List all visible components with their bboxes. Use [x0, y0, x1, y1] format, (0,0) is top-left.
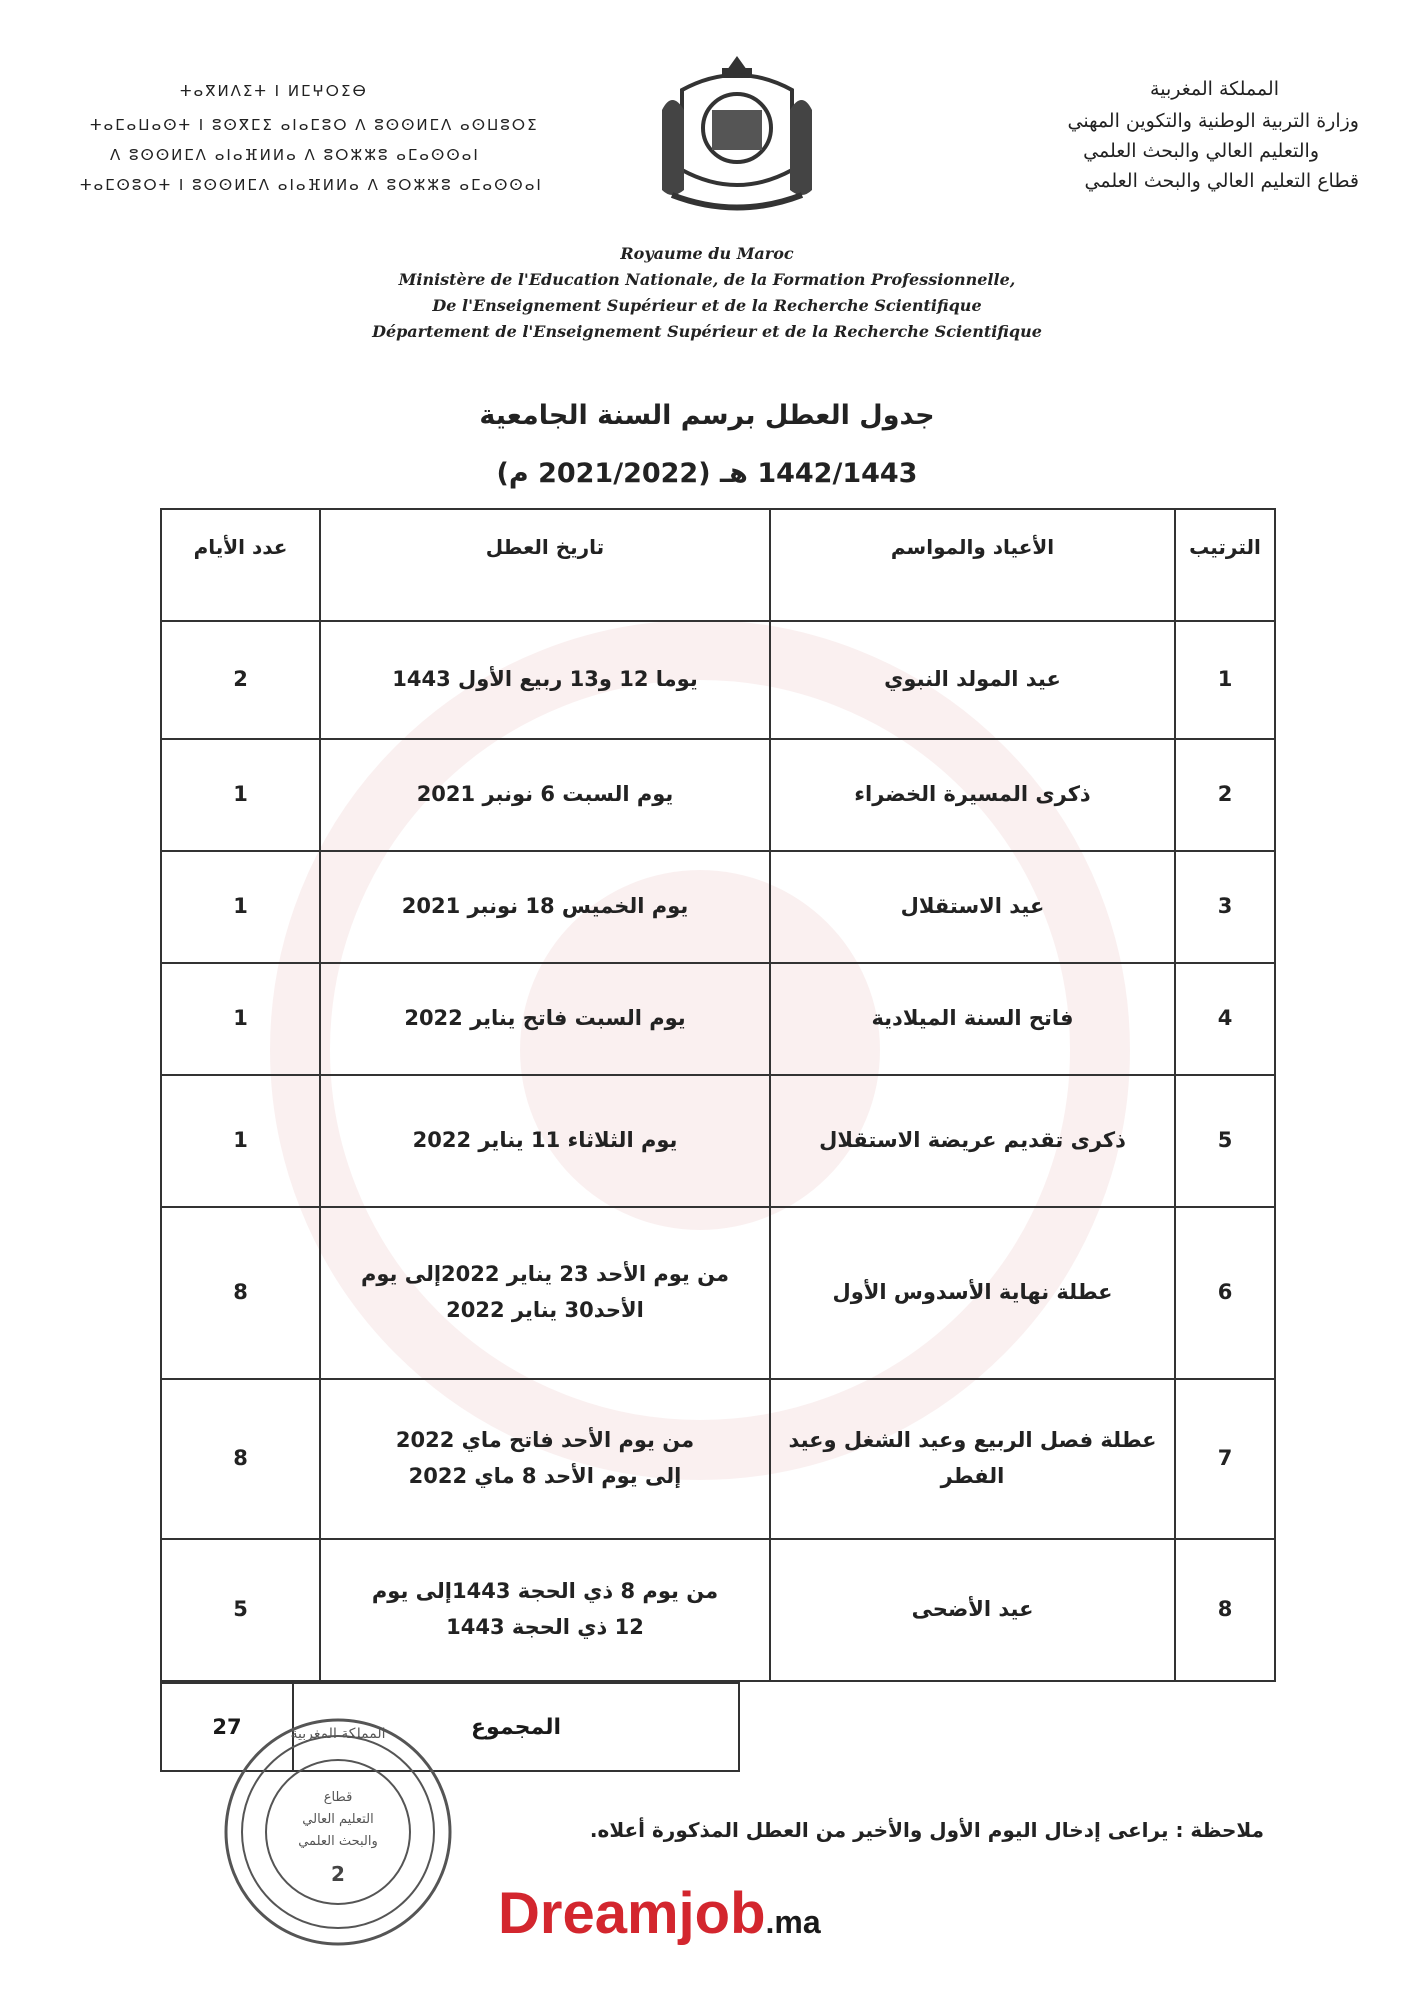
french-line-3: De l'Enseignement Supérieur et de la Recherche Scientifique — [432, 296, 982, 315]
tifinagh-line-2: ⵜⴰⵎⴰⵡⴰⵙⵜ ⵏ ⵓⵙⴳⵎⵉ ⴰⵏⴰⵎⵓⵔ ⴷ ⵓⵙⵙⵍⵎⴷ ⴰⵙⵡⵓⵔⵉ — [90, 116, 539, 134]
dreamjob-watermark — [498, 1880, 821, 1947]
french-line-4: Département de l'Enseignement Supérieur et de la Recherche Scientifique — [372, 322, 1042, 341]
header-rank: الترتيب — [1175, 509, 1275, 621]
cell-days: 1 — [161, 963, 320, 1075]
cell-rank: 2 — [1175, 739, 1275, 851]
total-value: 27 — [212, 1715, 242, 1739]
stamp-inner-line-2: التعليم العالي — [302, 1812, 374, 1827]
cell-rank: 8 — [1175, 1539, 1275, 1681]
cell-days: 2 — [161, 621, 320, 739]
cell-date-line: إلى يوم الأحد 8 ماي 2022 — [408, 1464, 682, 1488]
cell-date — [320, 1539, 770, 1681]
cell-date-line: من يوم الأحد 23 يناير 2022إلى يوم — [360, 1262, 730, 1287]
footer-note: ملاحظة : يراعى إدخال اليوم الأول والأخير من العطل المذكورة أعلاه. — [589, 1818, 1264, 1842]
tifinagh-line-3: ⴷ ⵓⵙⵙⵍⵎⴷ ⴰⵏⴰⴼⵍⵍⴰ ⴷ ⵓⵔⵣⵣⵓ ⴰⵎⴰⵙⵙⴰⵏ — [110, 146, 480, 164]
cell-date-line: يوما 12 و13 ربيع الأول 1443 — [392, 667, 698, 692]
cell-days: 8 — [161, 1379, 320, 1539]
cell-days: 5 — [161, 1539, 320, 1681]
cell-rank: 5 — [1175, 1075, 1275, 1207]
header-date: تاريخ العطل — [320, 509, 770, 621]
holidays-table — [160, 508, 1276, 1682]
document-subtitle: 1442/1443 هـ (2021/2022 م) — [496, 458, 918, 489]
stamp-number: 2 — [331, 1862, 345, 1886]
stamp-inner-line-1: قطاع — [323, 1790, 353, 1805]
tifinagh-line-1: ⵜⴰⴳⵍⴷⵉⵜ ⵏ ⵍⵎⵖⵔⵉⴱ — [180, 82, 368, 100]
brand-name: Dreamjob — [498, 1881, 766, 1946]
cell-date — [320, 621, 770, 739]
cell-date-line: يوم الخميس 18 نونبر 2021 — [401, 894, 689, 919]
cell-date-line: يوم السبت 6 نونبر 2021 — [416, 782, 674, 807]
table-row — [161, 1207, 1275, 1379]
stamp-rings — [218, 1712, 458, 1952]
coat-of-arms-emblem — [652, 50, 822, 220]
cell-date-line: من يوم الأحد فاتح ماي 2022 — [395, 1428, 695, 1453]
cell-date-line: يوم السبت فاتح يناير 2022 — [404, 1006, 686, 1031]
french-line-2: Ministère de l'Education Nationale, de la Formation Professionnelle, — [398, 270, 1016, 289]
cell-rank: 7 — [1175, 1379, 1275, 1539]
stamp-ring-text: المملكة المغربية — [290, 1726, 386, 1742]
table-row — [161, 1539, 1275, 1681]
french-line-1: Royaume du Maroc — [620, 244, 794, 263]
cell-rank: 3 — [1175, 851, 1275, 963]
cell-rank: 1 — [1175, 621, 1275, 739]
cell-days: 1 — [161, 851, 320, 963]
cell-date — [320, 1379, 770, 1539]
arabic-line-1: المملكة المغربية — [1150, 78, 1279, 100]
table-row — [161, 621, 1275, 739]
stamp-inner-line-3: والبحث العلمي — [298, 1834, 378, 1849]
cell-date — [320, 963, 770, 1075]
cell-holiday: عيد المولد النبوي — [770, 621, 1175, 739]
cell-date-line: من يوم 8 ذي الحجة 1443إلى يوم — [371, 1579, 719, 1604]
cell-date — [320, 739, 770, 851]
cell-days: 8 — [161, 1207, 320, 1379]
document-title: جدول العطل برسم السنة الجامعية — [479, 400, 935, 431]
cell-holiday: عطلة نهاية الأسدوس الأول — [770, 1207, 1175, 1379]
table-row — [161, 1075, 1275, 1207]
cell-holiday: فاتح السنة الميلادية — [770, 963, 1175, 1075]
tifinagh-line-4: ⵜⴰⵎⵙⵓⵔⵜ ⵏ ⵓⵙⵙⵍⵎⴷ ⴰⵏⴰⴼⵍⵍⴰ ⴷ ⵓⵔⵣⵣⵓ ⴰⵎⴰⵙⵙⴰⵏ — [80, 176, 543, 194]
cell-date-line: 12 ذي الحجة 1443 — [446, 1615, 644, 1639]
cell-date-line: الأحد30 يناير 2022 — [446, 1298, 644, 1322]
cell-holiday: عيد الأضحى — [770, 1539, 1175, 1681]
table-header-row — [161, 509, 1275, 621]
table-row — [161, 851, 1275, 963]
arabic-line-2: وزارة التربية الوطنية والتكوين المهني — [1067, 110, 1359, 132]
cell-holiday: ذكرى تقديم عريضة الاستقلال — [770, 1075, 1175, 1207]
cell-holiday: عطلة فصل الربيع وعيد الشغل وعيد الفطر — [770, 1379, 1175, 1539]
cell-days: 1 — [161, 1075, 320, 1207]
cell-holiday: عيد الاستقلال — [770, 851, 1175, 963]
cell-date-line: يوم الثلاثاء 11 يناير 2022 — [412, 1128, 678, 1153]
cell-date — [320, 1075, 770, 1207]
cell-date — [320, 1207, 770, 1379]
cell-days: 1 — [161, 739, 320, 851]
cell-rank: 6 — [1175, 1207, 1275, 1379]
header-holiday: الأعياد والمواسم — [770, 509, 1175, 621]
table-row — [161, 1379, 1275, 1539]
arabic-line-3: والتعليم العالي والبحث العلمي — [1083, 140, 1319, 162]
total-label: المجموع — [292, 1684, 738, 1770]
cell-holiday: ذكرى المسيرة الخضراء — [770, 739, 1175, 851]
header-days: عدد الأيام — [161, 509, 320, 621]
official-stamp — [218, 1712, 458, 1952]
cell-date — [320, 851, 770, 963]
arabic-line-4: قطاع التعليم العالي والبحث العلمي — [1084, 170, 1359, 192]
cell-rank: 4 — [1175, 963, 1275, 1075]
table-row — [161, 739, 1275, 851]
brand-suffix: .ma — [765, 1904, 821, 1940]
table-row — [161, 963, 1275, 1075]
